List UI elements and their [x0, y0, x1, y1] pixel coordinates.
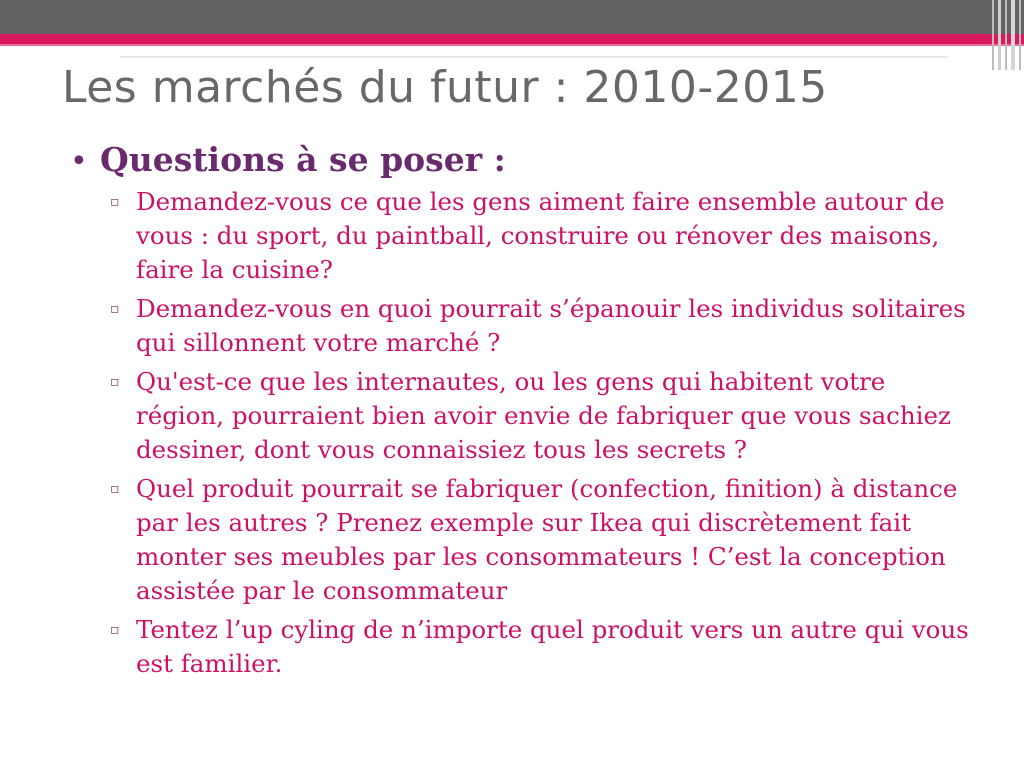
list-item [110, 185, 976, 287]
bullet-text: Quel produit pourrait se fabriquer (confection, finition) à distance par les autres ? Prenez exemple sur Ikea qui discrètement fait monter ses meubles par les consommateurs ! C’est la conception assistée par le consommateur [136, 474, 958, 605]
square-bullet-icon: ▫ [110, 374, 120, 390]
bullet-text: Qu'est-ce que les internautes, ou les gens qui habitent votre région, pourraient bien avoir envie de fabriquer que vous sachiez dessiner, dont vous connaissiez tous les secrets ? [136, 367, 951, 464]
pink-thin-line [0, 44, 1024, 46]
slide-content [70, 140, 970, 686]
list-item [110, 472, 976, 608]
bullet-text: Tentez l’up cyling de n’importe quel produit vers un autre qui vous est familier. [136, 615, 969, 678]
bullet-icon: • [70, 144, 88, 179]
list-item [110, 292, 976, 360]
square-bullet-icon: ▫ [110, 622, 120, 638]
bullet-text: Demandez-vous en quoi pourrait s’épanouir les individus solitaires qui sillonnent votre marché ? [136, 294, 966, 357]
list-item [110, 365, 976, 467]
list-item [110, 613, 976, 681]
square-bullet-icon: ▫ [110, 194, 120, 210]
pink-accent-bar [0, 34, 1024, 44]
section-heading: Questions à se poser : [100, 140, 506, 179]
decorative-stripes [988, 0, 1024, 70]
square-bullet-icon: ▫ [110, 301, 120, 317]
square-bullet-icon: ▫ [110, 481, 120, 497]
slide-title: Les marchés du futur : 2010-2015 [62, 62, 828, 113]
level1-item [70, 140, 970, 179]
bullet-text: Demandez-vous ce que les gens aiment faire ensemble autour de vous : du sport, du paintball, construire ou rénover des maisons, faire la cuisine? [136, 187, 945, 284]
sub-bullet-list [70, 185, 970, 681]
title-accent-line [120, 56, 948, 58]
top-bar [0, 0, 1024, 34]
